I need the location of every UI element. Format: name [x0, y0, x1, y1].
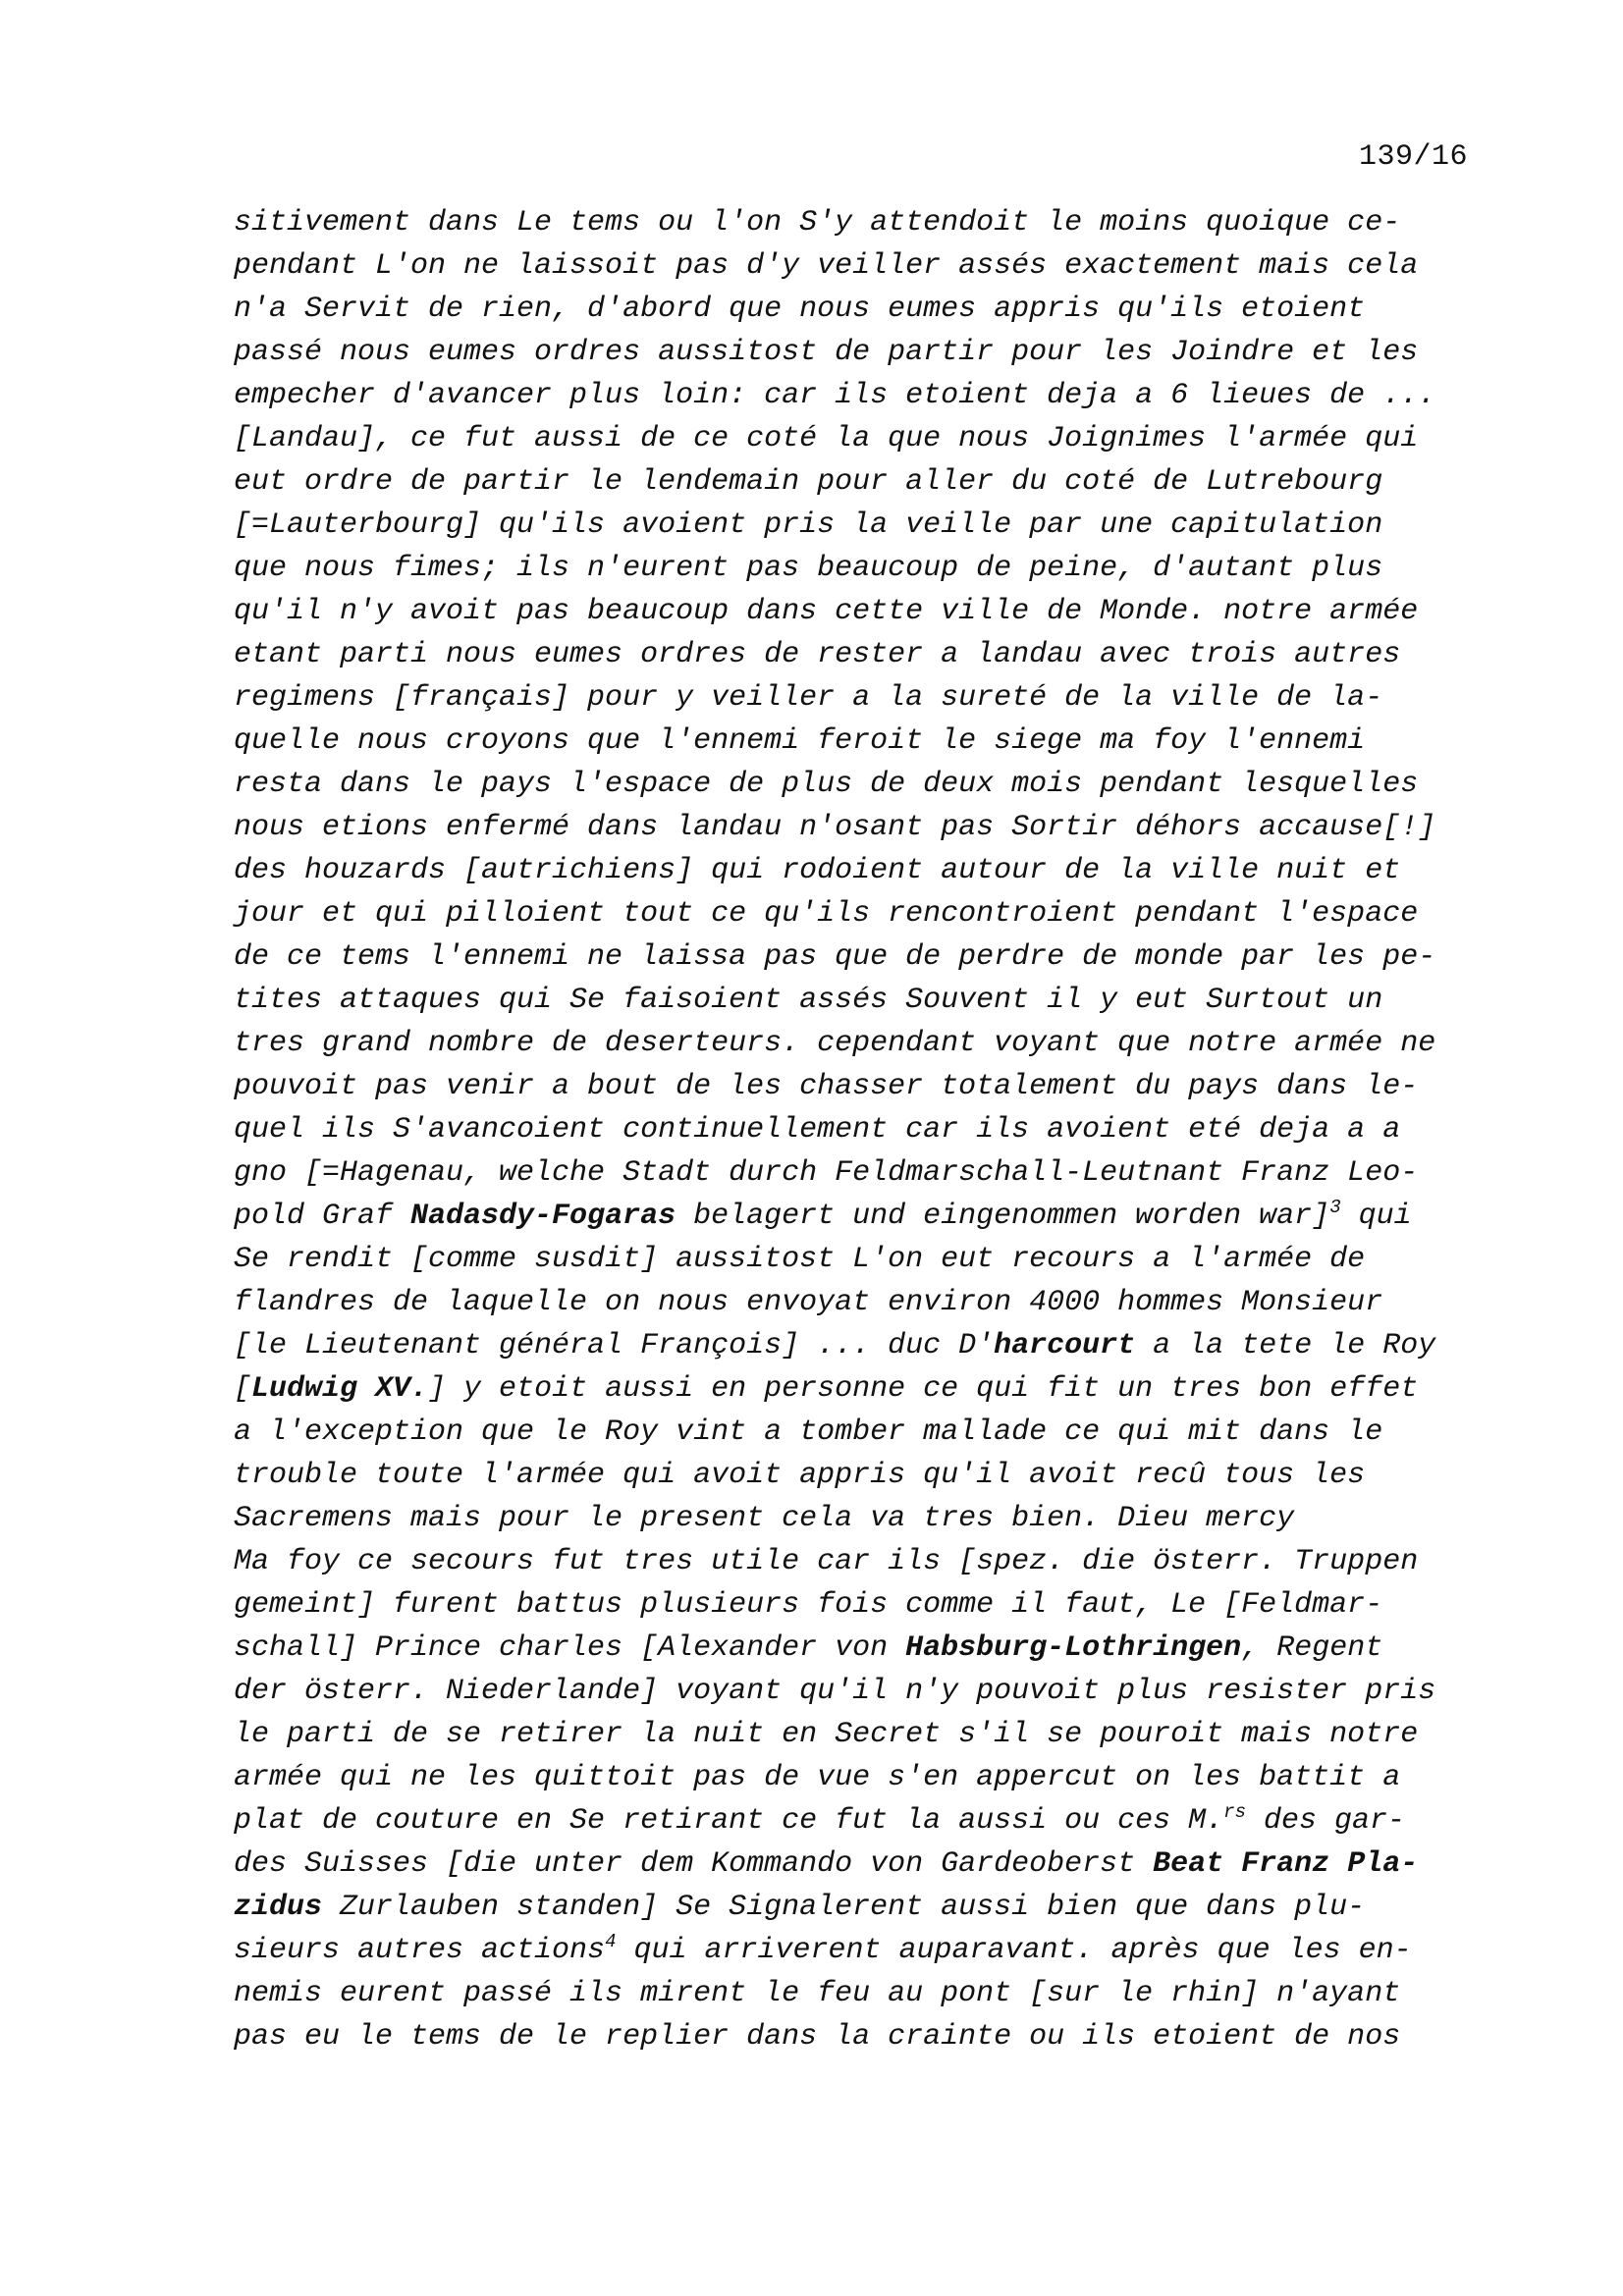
- text-segment: a la tete le Roy: [1135, 1329, 1436, 1362]
- superscript: rs: [1223, 1801, 1246, 1823]
- text-segment: des Suisses [die unter dem Kommando von Gardeoberst: [234, 1847, 1154, 1881]
- text-segment: des gar-: [1245, 1804, 1406, 1838]
- text-segment: ] y etoit aussi en personne ce qui fit un tres bon effet: [428, 1372, 1419, 1406]
- text-segment: qui arriverent auparavant. après que les en-: [616, 1934, 1412, 1967]
- text-line: [234, 1627, 1471, 1670]
- text-line: [234, 1583, 1471, 1627]
- page-number: 139/16: [1358, 140, 1468, 174]
- text-line: [234, 1842, 1471, 1886]
- text-line: [234, 1454, 1471, 1497]
- text-segment: quelle nous croyons que l'ennemi feroit le siege ma foy l'ennemi: [234, 724, 1366, 758]
- text-line: [234, 547, 1471, 590]
- bold-name: Beat Franz Pla-: [1153, 1847, 1419, 1881]
- text-segment: pendant L'on ne laissoit pas d'y veiller assés exactement mais cela: [234, 249, 1419, 283]
- text-segment: jour et qui pilloient tout ce qu'ils rencontroient pendant l'espace: [234, 897, 1419, 931]
- text-segment: des houzards [autrichiens] qui rodoient autour de la ville nuit et: [234, 854, 1401, 887]
- text-segment: n'a Servit de rien, d'abord que nous eumes appris qu'ils etoient: [234, 293, 1366, 326]
- text-segment: a l'exception que le Roy vint a tomber mallade ce qui mit dans le: [234, 1415, 1383, 1449]
- text-line: [234, 1799, 1471, 1842]
- text-line: [234, 892, 1471, 935]
- text-line: [234, 331, 1471, 374]
- text-line: [234, 979, 1471, 1022]
- text-segment: tres grand nombre de deserteurs. cependant voyant que notre armée ne: [234, 1027, 1436, 1060]
- text-line: [234, 1540, 1471, 1583]
- text-segment: quel ils S'avancoient continuellement car ils avoient eté deja a a: [234, 1113, 1401, 1147]
- text-segment: [Landau], ce fut aussi de ce coté la que nous Joignimes l'armée qui: [234, 422, 1419, 455]
- text-line: [234, 590, 1471, 633]
- text-segment: resta dans le pays l'espace de plus de deux mois pendant lesquelles: [234, 768, 1419, 801]
- text-line: [234, 1065, 1471, 1108]
- text-segment: qui: [1340, 1200, 1412, 1233]
- text-line: [234, 1238, 1471, 1281]
- text-segment: schall] Prince charles [Alexander von: [234, 1631, 906, 1665]
- text-segment: [le Lieutenant général François] ... duc D': [234, 1329, 995, 1362]
- text-segment: pas eu le tems de le replier dans la crainte ou ils etoient de nos: [234, 2020, 1401, 2054]
- text-segment: trouble toute l'armée qui avoit appris qu'il avoit recû tous les: [234, 1459, 1366, 1492]
- text-segment: der österr. Niederlande] voyant qu'il n'y pouvoit plus resister pris: [234, 1675, 1436, 1708]
- text-segment: le parti de se retirer la nuit en Secret s'il se pouroit mais notre: [234, 1718, 1419, 1751]
- text-segment: pold Graf: [234, 1200, 411, 1233]
- text-line: [234, 806, 1471, 849]
- text-segment: nemis eurent passé ils mirent le feu au pont [sur le rhin] n'ayant: [234, 1977, 1401, 2010]
- text-segment: etant parti nous eumes ordres de rester a landau avec trois autres: [234, 638, 1401, 671]
- text-segment: Se rendit [comme susdit] aussitost L'on eut recours a l'armée de: [234, 1243, 1366, 1276]
- text-line: [234, 1929, 1471, 1972]
- text-line: [234, 1411, 1471, 1454]
- text-segment: Zurlauben standen] Se Signalerent aussi bien que dans plu-: [322, 1891, 1366, 1924]
- text-line: [234, 460, 1471, 504]
- text-line: [234, 417, 1471, 460]
- text-segment: passé nous eumes ordres aussitost de partir pour les Joindre et les: [234, 336, 1419, 369]
- text-line: [234, 244, 1471, 288]
- text-segment: gemeint] furent battus plusieurs fois comme il faut, Le [Feldmar-: [234, 1588, 1383, 1622]
- text-segment: belagert und eingenommen worden war]: [676, 1200, 1330, 1233]
- text-segment: armée qui ne les quittoit pas de vue s'en appercut on les battit a: [234, 1761, 1401, 1794]
- text-line: [234, 201, 1471, 244]
- text-line: [234, 1022, 1471, 1065]
- text-line: [234, 1195, 1471, 1238]
- text-segment: Sacremens mais pour le present cela va tres bien. Dieu mercy: [234, 1502, 1295, 1535]
- bold-name: Ludwig XV.: [251, 1372, 429, 1406]
- text-line: [234, 1670, 1471, 1713]
- text-segment: regimens [français] pour y veiller a la sureté de la ville de la-: [234, 681, 1383, 715]
- text-segment: flandres de laquelle on nous envoyat environ 4000 hommes Monsieur: [234, 1286, 1383, 1319]
- text-line: [234, 1713, 1471, 1756]
- bold-name: Habsburg-Lothringen: [905, 1631, 1242, 1665]
- text-line: [234, 1324, 1471, 1367]
- text-segment: tites attaques qui Se faisoient assés Souvent il y eut Surtout un: [234, 984, 1383, 1017]
- text-line: [234, 763, 1471, 806]
- text-segment: qu'il n'y avoit pas beaucoup dans cette ville de Monde. notre armée: [234, 595, 1419, 628]
- text-segment: empecher d'avancer plus loin: car ils etoient deja a 6 lieues de ...: [234, 379, 1436, 412]
- text-line: [234, 288, 1471, 331]
- text-segment: gno [=Hagenau, welche Stadt durch Feldmarschall-Leutnant Franz Leo-: [234, 1156, 1419, 1190]
- text-line: [234, 1151, 1471, 1195]
- text-segment: sitivement dans Le tems ou l'on S'y attendoit le moins quoique ce-: [234, 206, 1401, 240]
- text-segment: que nous fimes; ils n'eurent pas beaucoup de peine, d'autant plus: [234, 552, 1383, 585]
- text-line: [234, 374, 1471, 417]
- text-line: [234, 633, 1471, 676]
- text-line: [234, 720, 1471, 763]
- text-segment: Ma foy ce secours fut tres utile car ils [spez. die österr. Truppen: [234, 1545, 1419, 1578]
- text-line: [234, 1756, 1471, 1799]
- text-segment: plat de couture en Se retirant ce fut la aussi ou ces M.: [234, 1804, 1224, 1838]
- text-line: [234, 1497, 1471, 1540]
- superscript: 4: [605, 1931, 617, 1952]
- text-segment: [=Lauterbourg] qu'ils avoient pris la veille par une capitulation: [234, 508, 1383, 542]
- text-line: [234, 504, 1471, 547]
- bold-name: harcourt: [994, 1329, 1136, 1362]
- text-segment: sieurs autres actions: [234, 1934, 606, 1967]
- text-line: [234, 1281, 1471, 1324]
- text-segment: [: [234, 1372, 252, 1406]
- text-segment: nous etions enfermé dans landau n'osant pas Sortir déhors accause[!]: [234, 811, 1436, 844]
- superscript: 3: [1329, 1197, 1341, 1218]
- text-line: [234, 849, 1471, 892]
- text-line: [234, 2015, 1471, 2058]
- transcription-body: [234, 201, 1471, 2058]
- text-segment: eut ordre de partir le lendemain pour aller du coté de Lutrebourg: [234, 465, 1383, 499]
- text-segment: , Regent: [1241, 1631, 1383, 1665]
- text-segment: pouvoit pas venir a bout de les chasser totalement du pays dans le-: [234, 1070, 1419, 1103]
- text-line: [234, 676, 1471, 720]
- text-line: [234, 1972, 1471, 2015]
- text-line: [234, 1367, 1471, 1411]
- text-line: [234, 935, 1471, 979]
- text-line: [234, 1108, 1471, 1151]
- bold-name: Nadasdy-Fogaras: [410, 1200, 676, 1233]
- text-line: [234, 1886, 1471, 1929]
- bold-name: zidus: [234, 1891, 323, 1924]
- text-segment: de ce tems l'ennemi ne laissa pas que de perdre de monde par les pe-: [234, 940, 1436, 974]
